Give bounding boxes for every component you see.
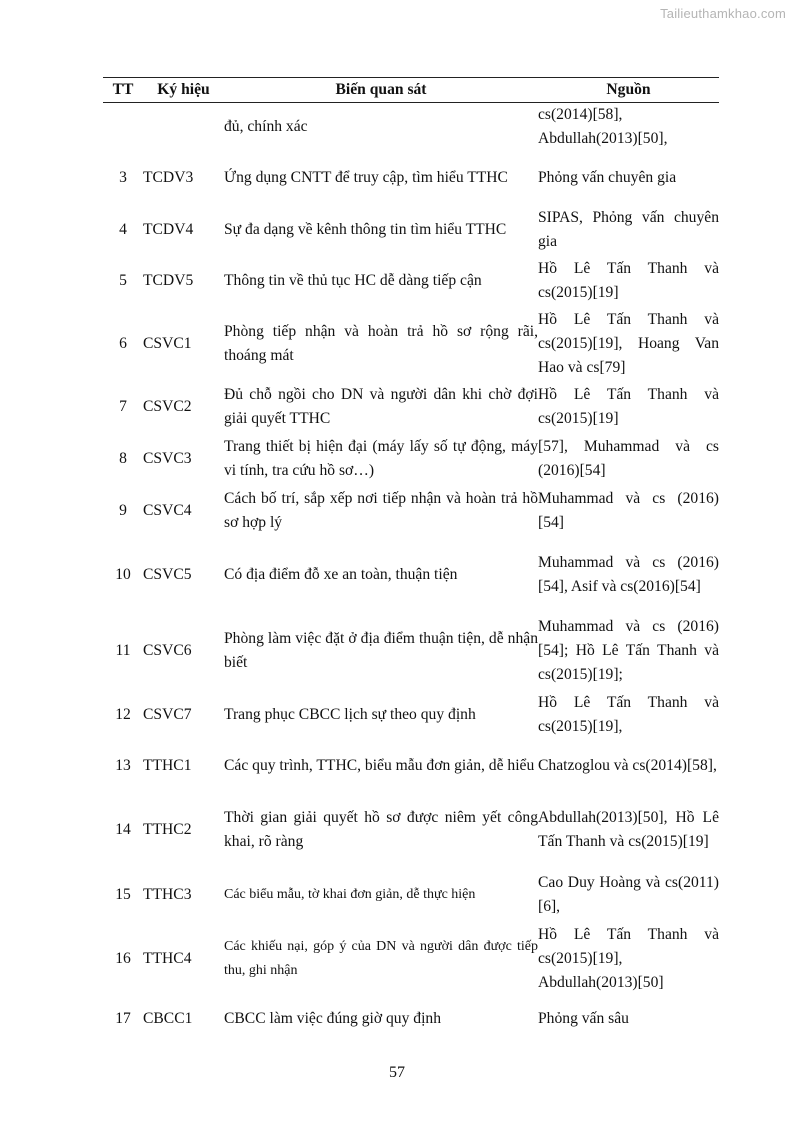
cell-bien: Các biểu mẫu, tờ khai đơn giản, dễ thực hiện	[224, 887, 476, 902]
observed-variables-table	[103, 77, 719, 1041]
watermark: Tailieuthamkhao.com	[660, 6, 786, 21]
cell-bien: Các quy trình, TTHC, biểu mẫu đơn giản, dễ hiểu	[224, 757, 535, 774]
cell-ky-hieu: TTHC4	[143, 950, 192, 967]
header-bien-quan-sat: Biến quan sát	[224, 78, 538, 103]
table-row	[103, 613, 719, 689]
table-row	[103, 869, 719, 921]
table-row	[103, 255, 719, 307]
cell-bien: Phòng làm việc đặt ở địa điểm thuận tiện, dễ nhận biết	[224, 630, 538, 671]
table-row	[103, 103, 719, 152]
cell-bien: Cách bố trí, sắp xếp nơi tiếp nhận và hoàn trả hồ sơ hợp lý	[224, 490, 538, 531]
cell-tt: 11	[115, 642, 131, 659]
table-row	[103, 205, 719, 255]
table-row	[103, 433, 719, 485]
cell-tt: 7	[119, 398, 127, 415]
cell-bien: Thời gian giải quyết hồ sơ được niêm yết công khai, rõ ràng	[224, 809, 538, 850]
cell-nguon: Hồ Lê Tấn Thanh và cs(2015)[19]	[538, 386, 719, 427]
cell-tt: 14	[115, 821, 131, 838]
cell-bien: Trang thiết bị hiện đại (máy lấy số tự động, máy vi tính, tra cứu hồ sơ…)	[224, 438, 538, 479]
cell-nguon: Hồ Lê Tấn Thanh và cs(2015)[19], Abdullah(2013)[50]	[538, 926, 719, 991]
cell-ky-hieu	[143, 103, 224, 152]
table-header-row	[103, 78, 719, 103]
cell-ky-hieu: TTHC1	[143, 757, 192, 774]
cell-bien: Các khiếu nại, góp ý của DN và người dân được tiếp thu, ghi nhận	[224, 939, 538, 978]
cell-ky-hieu: TCDV3	[143, 169, 194, 186]
table-row	[103, 307, 719, 381]
cell-nguon: [57], Muhammad và cs (2016)[54]	[538, 438, 719, 479]
cell-ky-hieu: CSVC4	[143, 502, 192, 519]
cell-ky-hieu: CSVC3	[143, 450, 192, 467]
table-row	[103, 537, 719, 613]
header-tt: TT	[103, 78, 143, 103]
table-row	[103, 151, 719, 205]
cell-ky-hieu: CBCC1	[143, 1010, 193, 1027]
cell-ky-hieu: CSVC7	[143, 706, 192, 723]
cell-tt: 4	[119, 221, 127, 238]
cell-tt: 17	[115, 1010, 131, 1027]
table-row	[103, 381, 719, 433]
table-row	[103, 791, 719, 869]
table-row	[103, 997, 719, 1041]
cell-nguon: Chatzoglou và cs(2014)[58],	[538, 757, 717, 774]
cell-nguon: SIPAS, Phỏng vấn chuyên gia	[538, 209, 719, 250]
cell-tt: 10	[115, 566, 131, 583]
cell-tt: 9	[119, 502, 127, 519]
cell-nguon: Muhammad và cs (2016)[54]; Hồ Lê Tấn Thanh và cs(2015)[19];	[538, 618, 719, 683]
cell-bien: Có địa điểm đỗ xe an toàn, thuận tiện	[224, 566, 458, 583]
table-row	[103, 485, 719, 537]
header-ky-hieu: Ký hiệu	[143, 78, 224, 103]
table-row	[103, 689, 719, 741]
cell-bien: Sự đa dạng về kênh thông tin tìm hiểu TTHC	[224, 221, 507, 238]
cell-tt: 5	[119, 272, 127, 289]
cell-ky-hieu: TTHC2	[143, 821, 192, 838]
cell-bien: Phòng tiếp nhận và hoàn trả hồ sơ rộng rãi, thoáng mát	[224, 323, 538, 364]
cell-ky-hieu: CSVC5	[143, 566, 192, 583]
cell-nguon: Cao Duy Hoàng và cs(2011)[6],	[538, 874, 719, 915]
cell-bien: Trang phục CBCC lịch sự theo quy định	[224, 706, 476, 723]
cell-nguon: Hồ Lê Tấn Thanh và cs(2015)[19],	[538, 694, 719, 735]
cell-ky-hieu: TCDV4	[143, 221, 194, 238]
cell-ky-hieu: CSVC6	[143, 642, 192, 659]
cell-tt: 16	[115, 950, 131, 967]
cell-bien: Ứng dụng CNTT để truy cập, tìm hiểu TTHC	[224, 169, 508, 186]
cell-nguon: Muhammad và cs (2016)[54]	[538, 490, 719, 531]
cell-tt: 13	[115, 757, 131, 774]
cell-nguon: Hồ Lê Tấn Thanh và cs(2015)[19], Hoang Van Hao và cs[79]	[538, 311, 719, 376]
page-number: 57	[389, 1064, 405, 1081]
table-row	[103, 741, 719, 791]
cell-tt: 6	[119, 335, 127, 352]
cell-nguon: Phỏng vấn sâu	[538, 1010, 629, 1027]
cell-nguon: Hồ Lê Tấn Thanh và cs(2015)[19]	[538, 260, 719, 301]
cell-nguon: Abdullah(2013)[50], Hồ Lê Tấn Thanh và cs(2015)[19]	[538, 809, 719, 850]
header-nguon: Nguồn	[538, 78, 719, 103]
cell-bien: đủ, chính xác	[224, 118, 308, 135]
cell-nguon: Muhammad và cs (2016)[54], Asif và cs(2016)[54]	[538, 554, 719, 595]
cell-ky-hieu: CSVC2	[143, 398, 192, 415]
cell-nguon: cs(2014)[58], Abdullah(2013)[50],	[538, 106, 668, 147]
cell-ky-hieu: TCDV5	[143, 272, 194, 289]
cell-nguon: Phỏng vấn chuyên gia	[538, 169, 677, 186]
cell-ky-hieu: TTHC3	[143, 886, 192, 903]
cell-bien: Thông tin về thủ tục HC dễ dàng tiếp cận	[224, 272, 482, 289]
cell-bien: CBCC làm việc đúng giờ quy định	[224, 1010, 442, 1027]
table-row	[103, 921, 719, 997]
cell-tt	[103, 103, 143, 152]
cell-tt: 12	[115, 706, 131, 723]
cell-tt: 15	[115, 886, 131, 903]
cell-ky-hieu: CSVC1	[143, 335, 192, 352]
cell-tt: 3	[119, 169, 127, 186]
cell-bien: Đủ chỗ ngồi cho DN và người dân khi chờ đợi giải quyết TTHC	[224, 386, 538, 427]
cell-tt: 8	[119, 450, 127, 467]
